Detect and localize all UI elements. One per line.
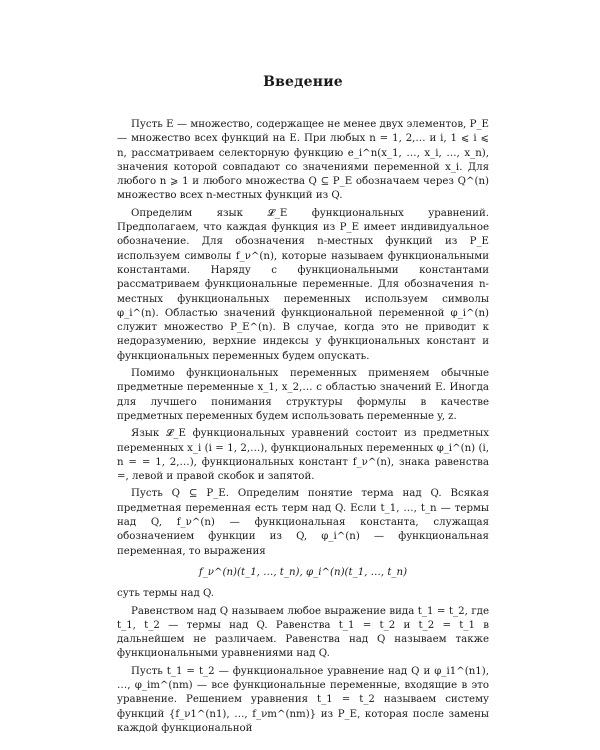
paragraph-2: Определим язык 𝓛_E функциональных уравнений. Предполагаем, что каждая функция из P_E имеет индивидуальное обозначение. Для обозначения n-местных функций из P_E используем символы f_ν^(n), которые называем функциональными константами. Наряду с функциональными константами рассматриваем функциональные переменные. Для обозначения n-местных функциональных переменных используем символы φ_i^(n). Областью значений функциональной переменной φ_i^(n) служит множество P_E^(n). В случае, когда это не приводит к недоразумению, верхние индексы у функциональных констант и функциональных переменных будем опускать. <box>117 207 489 362</box>
paragraph-7: Равенством над Q называем любое выражение вида t_1 = t_2, где t_1, t_2 — термы над Q. Равенства t_1 = t_2 и t_2 = t_1 в дальнейшем не различаем. Равенства над Q называем также функциональными уравнениями над Q. <box>117 605 489 660</box>
document-body <box>117 118 489 739</box>
paragraph-8: Пусть t_1 = t_2 — функциональное уравнение над Q и φ_i1^(n1), …, φ_im^(nm) — все функциональные переменные, входящие в это уравнение. Решением уравнения t_1 = t_2 называем систему функций {f_ν1^(n1), …, f_νm^(nm)} из P_E, которая после замены каждой функциональной <box>117 665 489 734</box>
paragraph-5: Пусть Q ⊆ P_E. Определим понятие терма над Q. Всякая предметная переменная есть терм над Q. Если t_1, …, t_n — термы над Q, f_ν^(n) — функциональная константа, служащая обозначением функции из Q, φ_i^(n) — функциональная переменная, то выражения <box>117 488 489 557</box>
page-title: Введение <box>263 74 343 90</box>
display-formula: f_ν^(n)(t_1, …, t_n), φ_i^(n)(t_1, …, t_n) <box>198 566 408 578</box>
paragraph-3: Помимо функциональных переменных применяем обычные предметные переменные x_1, x_2,… с областью значений E. Иногда для лучшего понимания структуры формулы в качестве предметных переменных будем использовать переменные y, z. <box>117 368 489 422</box>
paragraph-6: суть термы над Q. <box>117 588 215 600</box>
paragraph-1: Пусть E — множество, содержащее не менее двух элементов, P_E — множество всех функций на E. При любых n = 1, 2,… и i, 1 ⩽ i ⩽ n, рассматриваем селекторную функцию e_i^n(x_1, …, x_i, …, x_n), значения которой совпадают со значениями переменной x_i. Для любого n ⩾ 1 и любого множества Q ⊆ P_E обозначаем через Q^(n) множество всех n-местных функций из Q. <box>117 119 489 202</box>
paragraph-4: Язык 𝓛_E функциональных уравнений состоит из предметных переменных x_i (i = 1, 2,…), функциональных переменных φ_i^(n) (i, n = = 1, 2,…), функциональных констант f_ν^(n), знака равенства =, левой и правой скобок и запятой. <box>117 428 489 483</box>
